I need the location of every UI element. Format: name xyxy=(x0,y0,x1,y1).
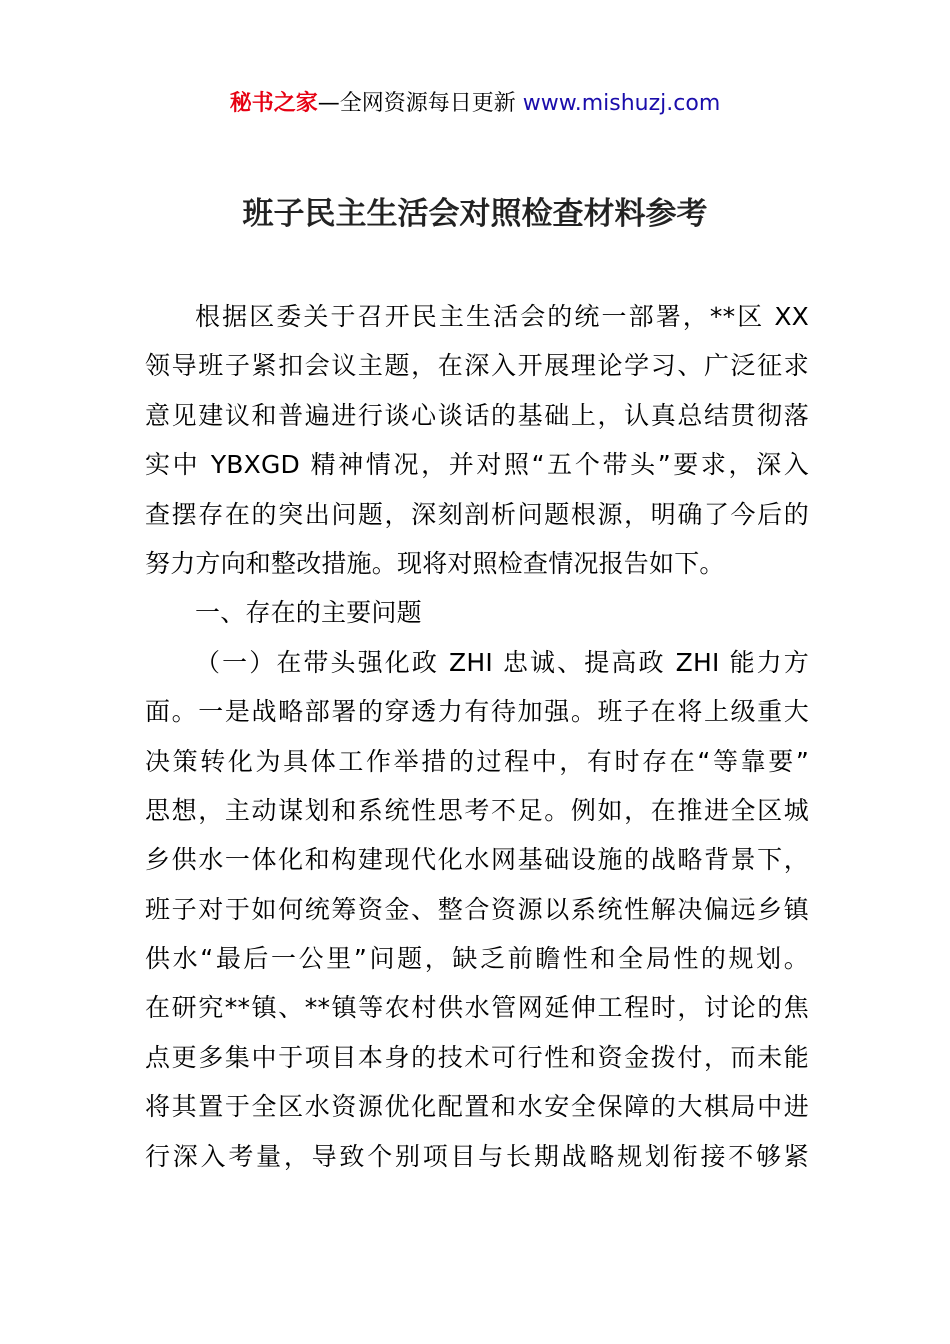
document-line: 供水“最后一公里”问题，缺乏前瞻性和全局性的规划。 xyxy=(145,944,809,974)
site-brand: 秘书之家 xyxy=(229,91,318,116)
document-line: 思想，主动谋划和系统性思考不足。例如，在推进全区城 xyxy=(145,795,809,825)
document-line: 将其置于全区水资源优化配置和水安全保障的大棋局中进 xyxy=(145,1092,809,1122)
document-line: 根据区委关于召开民主生活会的统一部署，**区 XX xyxy=(195,302,809,331)
document-line: 班子对于如何统筹资金、整合资源以系统性解决偏远乡镇 xyxy=(145,894,809,924)
document-line: 点更多集中于项目本身的技术可行性和资金拨付，而未能 xyxy=(145,1042,809,1072)
document-line: 查摆存在的突出问题，深刻剖析问题根源，明确了今后的 xyxy=(145,499,809,529)
site-tagline: —全网资源每日更新 xyxy=(317,91,516,116)
document-line: 面。一是战略部署的穿透力有待加强。班子在将上级重大 xyxy=(145,697,809,727)
document-line: 努力方向和整改措施。现将对照检查情况报告如下。 xyxy=(145,548,725,578)
site-header xyxy=(0,88,950,120)
document-line: 意见建议和普遍进行谈心谈话的基础上，认真总结贯彻落 xyxy=(145,400,809,430)
document-line: 行深入考量，导致个别项目与长期战略规划衔接不够紧 xyxy=(145,1141,809,1171)
site-url-link[interactable]: www.mishuzj.com xyxy=(522,91,721,116)
document-title: 班子民主生活会对照检查材料参考 xyxy=(242,196,708,232)
document-body xyxy=(145,292,809,1181)
document-line: 领导班子紧扣会议主题，在深入开展理论学习、广泛征求 xyxy=(145,351,809,381)
document-line: 实中 YBXGD 精神情况，并对照“五个带头”要求，深入 xyxy=(145,450,809,480)
document-line: 在研究**镇、**镇等农村供水管网延伸工程时，讨论的焦 xyxy=(145,993,809,1023)
document-line: 决策转化为具体工作举措的过程中，有时存在“等靠要” xyxy=(145,746,809,776)
document-line: （一）在带头强化政 ZHI 忠诚、提高政 ZHI 能力方 xyxy=(195,647,809,677)
document-line: 一、存在的主要问题 xyxy=(195,598,422,628)
document-line: 乡供水一体化和构建现代化水网基础设施的战略背景下， xyxy=(145,845,809,875)
